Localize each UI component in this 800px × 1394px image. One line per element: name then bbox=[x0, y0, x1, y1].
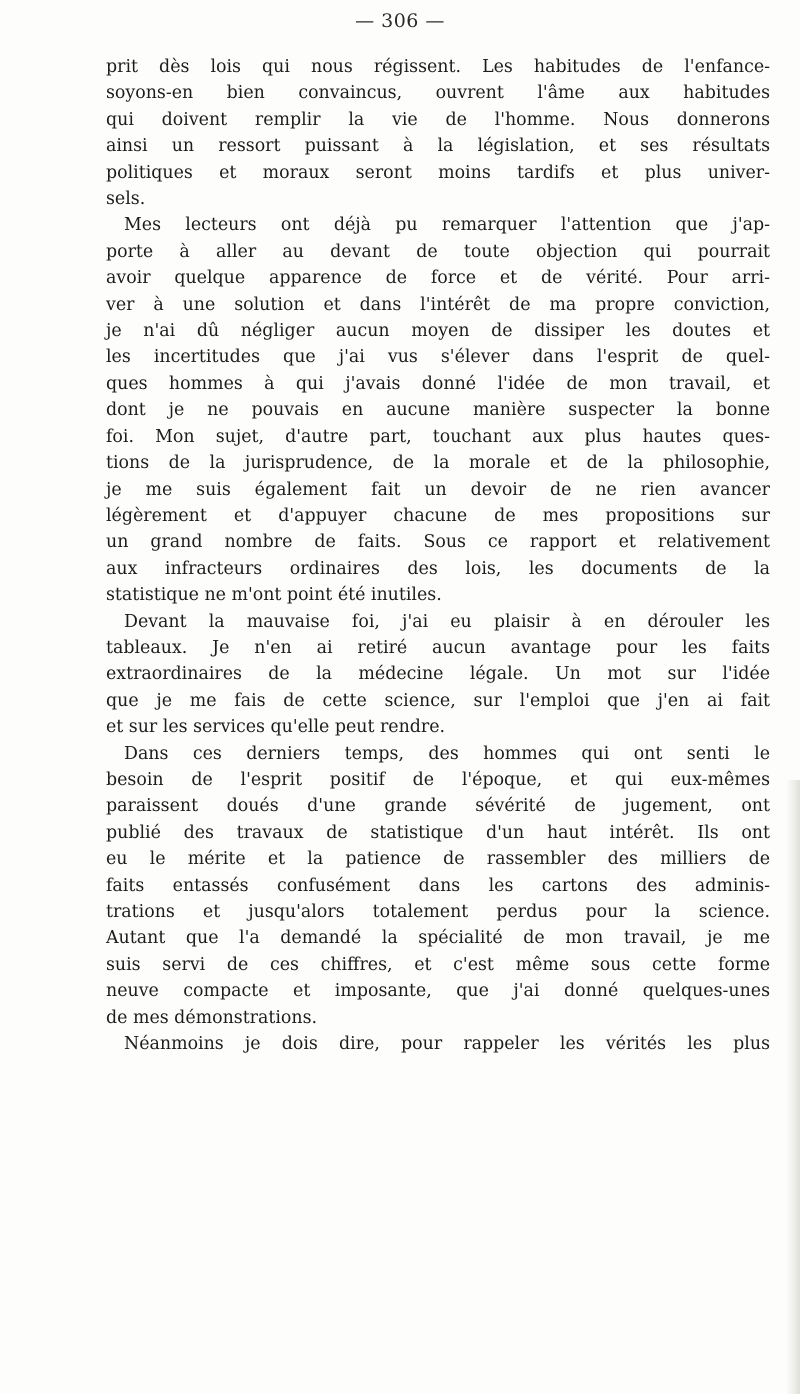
text-line: publié des travaux de statistique d'un haut intérêt. Ils ont bbox=[106, 822, 770, 843]
text-line: les incertitudes que j'ai vus s'élever dans l'esprit de quel- bbox=[106, 347, 770, 368]
text-line: et sur les services qu'elle peut rendre. bbox=[106, 717, 446, 738]
text-line: extraordinaires de la médecine légale. Un mot sur l'idée bbox=[106, 664, 770, 685]
text-line: ques hommes à qui j'avais donné l'idée de mon travail, et bbox=[106, 373, 770, 394]
text-line: avoir quelque apparence de force et de vérité. Pour arri- bbox=[106, 268, 770, 289]
body-text bbox=[106, 54, 770, 1057]
text-line: faits entassés confusément dans les cartons des adminis- bbox=[106, 875, 770, 896]
text-line: soyons-en bien convaincus, ouvrent l'âme aux habitudes bbox=[106, 83, 770, 104]
text-line: ver à une solution et dans l'intérêt de ma propre conviction, bbox=[106, 294, 770, 315]
text-line: de mes démonstrations. bbox=[106, 1007, 318, 1028]
text-line: neuve compacte et imposante, que j'ai donné quelques-unes bbox=[106, 981, 770, 1002]
text-line: tions de la jurisprudence, de la morale et de la philosophie, bbox=[106, 453, 770, 474]
text-line: paraissent doués d'une grande sévérité de jugement, ont bbox=[106, 796, 770, 817]
text-line: statistique ne m'ont point été inutiles. bbox=[106, 585, 442, 606]
text-line: tableaux. Je n'en ai retiré aucun avantage pour les faits bbox=[106, 637, 770, 658]
text-line: suis servi de ces chiffres, et c'est même sous cette forme bbox=[106, 954, 770, 975]
text-line: légèrement et d'appuyer chacune de mes propositions sur bbox=[106, 505, 770, 526]
text-line: Dans ces derniers temps, des hommes qui ont senti le bbox=[124, 743, 770, 764]
text-line: Autant que l'a demandé la spécialité de mon travail, je me bbox=[106, 928, 770, 949]
text-line: que je me fais de cette science, sur l'emploi que j'en ai fait bbox=[106, 690, 770, 711]
text-line: je n'ai dû négliger aucun moyen de dissiper les doutes et bbox=[106, 321, 770, 342]
text-line: Mes lecteurs ont déjà pu remarquer l'attention que j'ap- bbox=[124, 215, 770, 236]
text-line: je me suis également fait un devoir de ne rien avancer bbox=[106, 479, 770, 500]
text-line: eu le mérite et la patience de rassembler des milliers de bbox=[106, 849, 770, 870]
text-line: sels. bbox=[106, 189, 146, 210]
text-line: trations et jusqu'alors totalement perdus pour la science. bbox=[106, 902, 770, 922]
text-line: prit dès lois qui nous régissent. Les habitudes de l'enfance- bbox=[106, 57, 770, 77]
page-number: — 306 — bbox=[355, 10, 445, 32]
text-line: porte à aller au devant de toute objection qui pourrait bbox=[106, 241, 770, 262]
text-line: Néanmoins je dois dire, pour rappeler les vérités les plus bbox=[124, 1034, 770, 1055]
text-line: Devant la mauvaise foi, j'ai eu plaisir à en dérouler les bbox=[124, 611, 770, 632]
text-line: un grand nombre de faits. Sous ce rapport et relativement bbox=[106, 532, 770, 553]
text-line: politiques et moraux seront moins tardifs et plus univer- bbox=[106, 162, 770, 183]
text-line: qui doivent remplir la vie de l'homme. Nous donnerons bbox=[106, 109, 770, 130]
page-edge-shadow bbox=[786, 780, 800, 1394]
text-line: dont je ne pouvais en aucune manière suspecter la bonne bbox=[106, 400, 770, 421]
text-line: besoin de l'esprit positif de l'époque, et qui eux-mêmes bbox=[106, 769, 770, 790]
text-line: ainsi un ressort puissant à la législation, et ses résultats bbox=[106, 136, 770, 157]
text-line: foi. Mon sujet, d'autre part, touchant aux plus hautes ques- bbox=[106, 426, 770, 447]
text-line: aux infracteurs ordinaires des lois, les documents de la bbox=[106, 558, 770, 579]
